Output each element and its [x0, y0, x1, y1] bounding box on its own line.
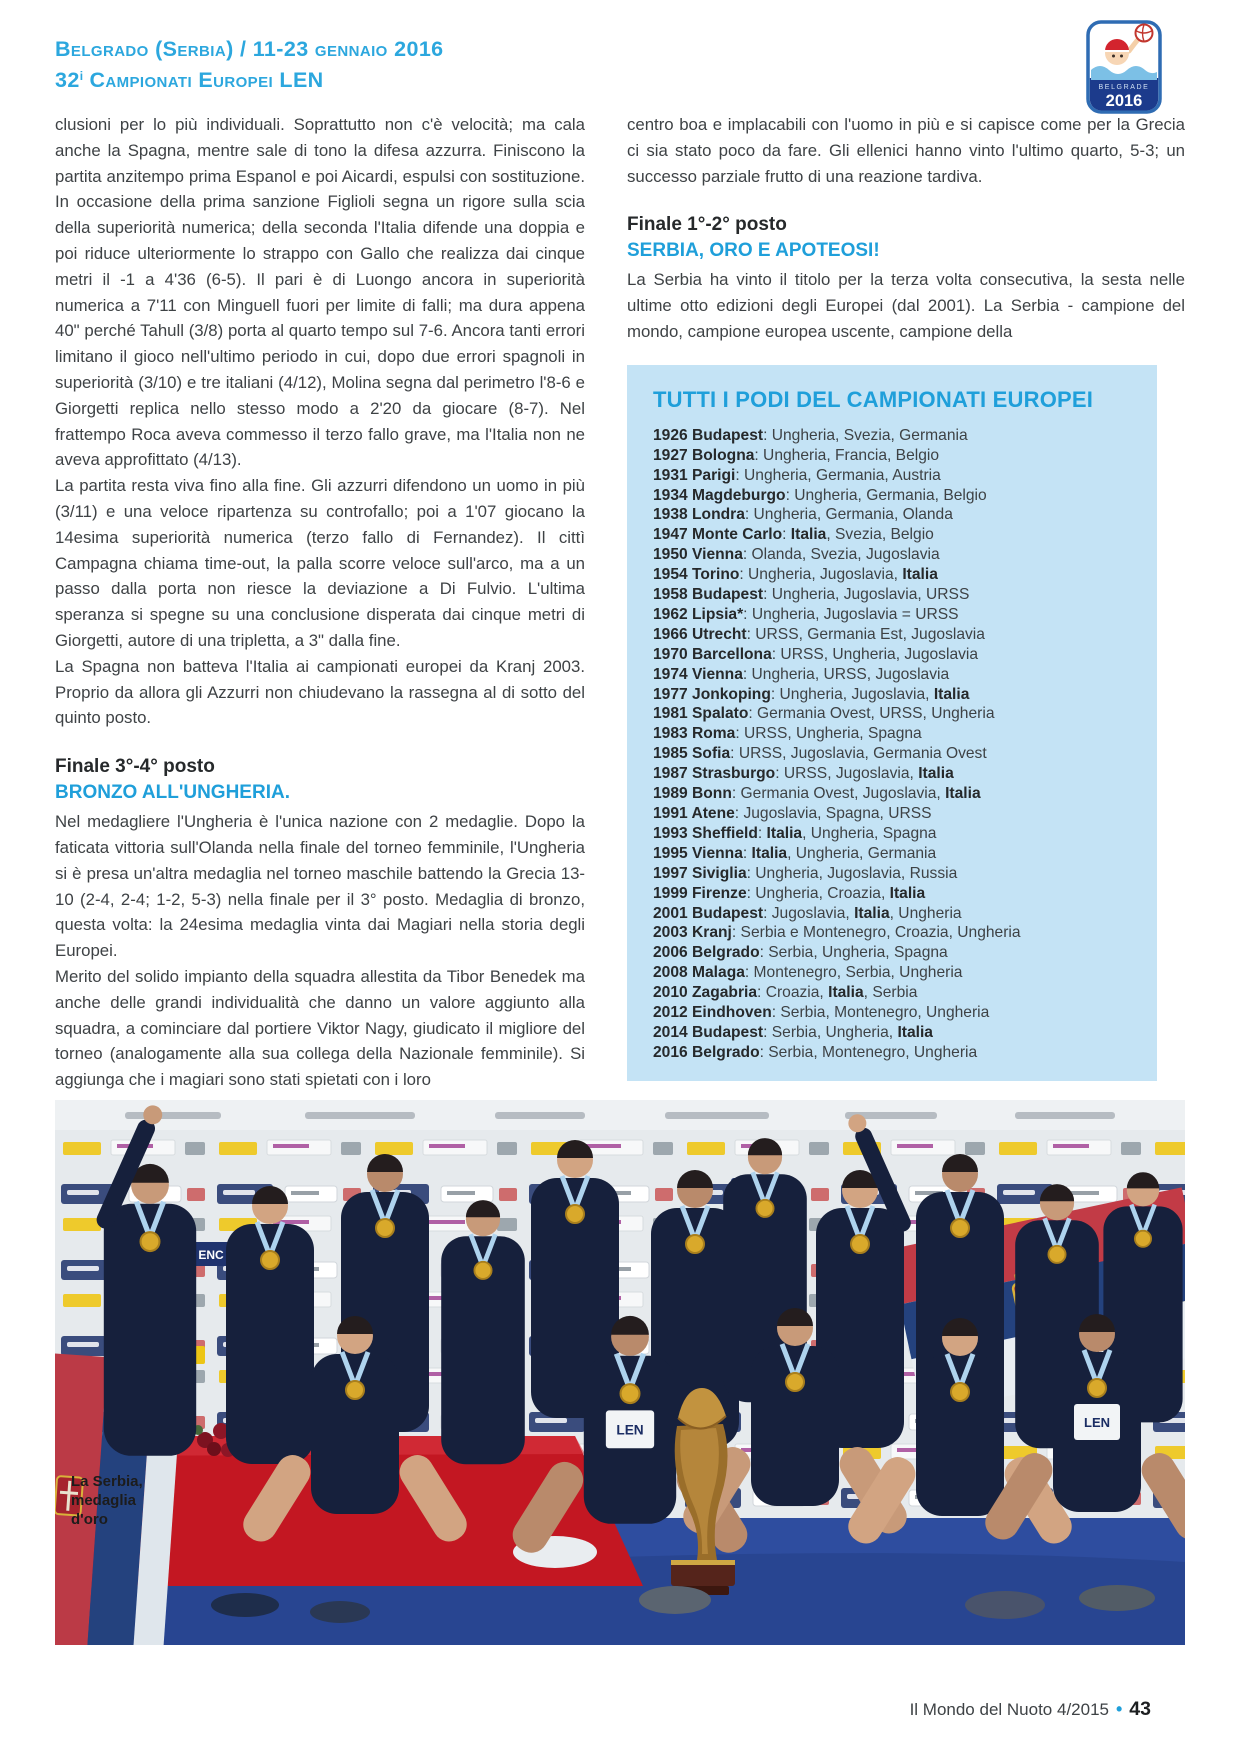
podium-entry: 2012 Eindhoven: Serbia, Montenegro, Ungheria: [653, 1004, 990, 1022]
podium-entry: 1989 Bonn: Germania Ovest, Jugoslavia, Italia: [653, 785, 981, 803]
page-footer: [910, 1698, 1151, 1721]
article-columns: [55, 112, 1185, 1093]
header-line1: Belgrado (Serbia) / 11-23 gennaio 2016: [55, 37, 444, 61]
team-photo: [55, 1100, 1185, 1645]
sponsor-enc-label: ENC: [198, 1248, 224, 1262]
podium-entry: 1997 Siviglia: Ungheria, Jugoslavia, Russia: [653, 864, 958, 882]
podium-entry: 2008 Malaga: Montenegro, Serbia, Ungheria: [653, 964, 963, 982]
podium-entry: 1962 Lipsia*: Ungheria, Jugoslavia = URSS: [653, 605, 959, 623]
podium-entry: 1983 Roma: URSS, Ungheria, Spagna: [653, 725, 922, 743]
right-column: [627, 112, 1185, 1093]
podium-entry: 1987 Strasburgo: URSS, Jugoslavia, Italia: [653, 765, 954, 783]
podium-entry: 1999 Firenze: Ungheria, Croazia, Italia: [653, 884, 926, 902]
podium-entry: 1954 Torino: Ungheria, Jugoslavia, Italia: [653, 566, 938, 584]
paragraph: La partita resta viva fino alla fine. Gli azzurri difendono un uomo in più (3/11) e una veloce ripartenza su controfallo; poi a 1'07 giocano la 14esima superiorità numerica (terzo fallo di Fernandez). Il cittì Campagna chiama time-out, la palla scorre veloce sull'arco, ma a un passo dalla porta non riesce la deviazione a Di Fulvio. L'ultima speranza si spegne su una conclusione disperata dai cinque metri di Giorgetti, autore di una tripletta, a 3" dalla fine.: [55, 476, 585, 650]
podium-entry: 2003 Kranj: Serbia e Montenegro, Croazia, Ungheria: [653, 924, 1021, 942]
podium-entry: 1938 Londra: Ungheria, Germania, Olanda: [653, 506, 953, 524]
page-header: [55, 36, 444, 94]
podium-entry: 2001 Budapest: Jugoslavia, Italia, Ungheria: [653, 904, 962, 922]
podium-entry: 2010 Zagabria: Croazia, Italia, Serbia: [653, 984, 918, 1002]
final-3-4-section: [55, 753, 585, 1093]
left-paragraphs-top: [55, 112, 585, 731]
podium-entry: 1991 Atene: Jugoslavia, Spagna, URSS: [653, 805, 932, 822]
left-paragraphs-bottom: [55, 809, 585, 1093]
paragraph: La Serbia ha vinto il titolo per la terza volta consecutiva, la sesta nelle ultime otto edizioni degli Europei (dal 2001). La Serbia - campione del mondo, campione europea uscente, campione della: [627, 270, 1185, 341]
header-edition-ordinal: i: [79, 69, 84, 83]
logo-city-label: BELGRADE: [1098, 84, 1150, 91]
team-photo-illustration: [55, 1100, 1185, 1645]
podium-entry: 1934 Magdeburgo: Ungheria, Germania, Belgio: [653, 486, 987, 504]
final-1-2-subheading: SERBIA, ORO E APOTEOSI!: [627, 240, 880, 262]
podium-entry: 1995 Vienna: Italia, Ungheria, Germania: [653, 844, 937, 862]
paragraph: centro boa e implacabili con l'uomo in più e si capisce come per la Grecia ci sia stato poco da fare. Gli ellenici hanno vinto l'ultimo quarto, 5-3; un successo parziale frutto di una reazione tardiva.: [627, 115, 1185, 186]
footer-dot-icon: •: [1115, 1699, 1123, 1719]
podium-entry: 2014 Budapest: Serbia, Ungheria, Italia: [653, 1023, 933, 1041]
final-3-4-subheading: BRONZO ALL'UNGHERIA.: [55, 782, 290, 804]
final-1-2-heading: Finale 1°-2° posto: [627, 214, 787, 236]
player-back: [226, 1186, 314, 1464]
podium-entry: 1974 Vienna: Ungheria, URSS, Jugoslavia: [653, 665, 950, 683]
paragraph: La Spagna non batteva l'Italia ai campionati europei da Kranj 2003. Proprio da allora gli Azzurri non chiudevano la rassegna al di sotto del quinto posto.: [55, 656, 585, 728]
podium-entry: 1947 Monte Carlo: Italia, Svezia, Belgio: [653, 526, 934, 544]
photo-caption: La Serbia, medaglia d'oro: [71, 1473, 143, 1528]
podium-entry: 1985 Sofia: URSS, Jugoslavia, Germania Ovest: [653, 745, 987, 763]
header-edition-text: Campionati Europei LEN: [89, 68, 324, 92]
header-line2: [55, 63, 444, 94]
page-number: 43: [1129, 1698, 1151, 1720]
svg-text:LEN: LEN: [616, 1422, 644, 1438]
logo-year-label: 2016: [1105, 92, 1143, 110]
left-column: [55, 112, 585, 1093]
podium-history-box: [627, 365, 1157, 1081]
podium-entry: 1977 Jonkoping: Ungheria, Jugoslavia, Italia: [653, 685, 970, 703]
belgrade-2016-logo-art: [1086, 20, 1162, 114]
header-edition-number: 32: [55, 68, 80, 92]
podium-entry: 2006 Belgrado: Serbia, Ungheria, Spagna: [653, 944, 948, 962]
player-back: [441, 1200, 525, 1464]
podium-entry: 1958 Budapest: Ungheria, Jugoslavia, URSS: [653, 586, 970, 604]
final-3-4-heading: Finale 3°-4° posto: [55, 756, 215, 778]
belgrade-2016-logo: [1086, 20, 1162, 114]
podium-entry: 2016 Belgrado: Serbia, Montenegro, Ungheria: [653, 1043, 978, 1061]
podium-entry: 1926 Budapest: Ungheria, Svezia, Germania: [653, 426, 968, 444]
podium-entry: 1993 Sheffield: Italia, Ungheria, Spagna: [653, 824, 937, 842]
podium-entry: 1966 Utrecht: URSS, Germania Est, Jugoslavia: [653, 625, 985, 643]
paragraph: Merito del solido impianto della squadra allestita da Tibor Benedek ma anche delle grandi individualità che danno un valore aggiunto alla squadra, a cominciare dal portiere Viktor Nagy, giudicato il migliore del torneo (analogamente alla sua collega della Nazionale femminile). Si aggiunga che i magiari sono stati spietati con i loro: [55, 966, 585, 1090]
paragraph: Nel medagliere l'Ungheria è l'unica nazione con 2 medaglie. Dopo la faticata vittoria sull'Olanda nella finale del torneo femminile, l'Ungheria si è presa un'altra medaglia nel torneo maschile battendo la Grecia 13-10 (2-4, 2-4; 1-2, 5-3) nella finale per il 3° posto. Medaglia di bronzo, questa volta: la 24esima medaglia vinta dai Magiari nella storia degli Europei.: [55, 812, 585, 961]
final-1-2-section: [627, 211, 1185, 344]
podium-entry: 1931 Parigi: Ungheria, Germania, Austria: [653, 466, 941, 484]
podium-box-title: TUTTI I PODI DEL CAMPIONATI EUROPEI: [653, 386, 1094, 412]
svg-text:LEN: LEN: [1084, 1415, 1110, 1430]
podium-list: [653, 426, 1131, 1063]
podium-entry: 1927 Bologna: Ungheria, Francia, Belgio: [653, 446, 940, 464]
podium-entry: 1970 Barcellona: URSS, Ungheria, Jugoslavia: [653, 645, 979, 663]
magazine-title: Il Mondo del Nuoto 4/2015: [909, 1700, 1109, 1719]
paragraph: clusioni per lo più individuali. Soprattutto non c'è velocità; ma cala anche la Spagna, mentre sale di tono la difesa azzurra. Finiscono la partita anzitempo prima Espanol e poi Aicardi, espulsi con sostituzione. In occasione della prima sanzione Figlioli segna un rigore sulla scia della superiorità numerica; della seconda l'Italia difende una doppia e poi riduce ulteriormente lo strappo con Gallo che realizza dai cinque metri il -1 a 4'36 (6-5). Il pari è di Luongo ancora in superiorità numerica a 7'11 con Minguell fuori per limite di falli; ma dura appena 40" perché Tahull (3/8) porta al quarto tempo sul 7-6. Ancora tanti errori limitano il gioco nell'ultimo periodo in cui, dopo due errori spagnoli in superiorità (3/10) e tre italiani (4/12), Molina segna dal perimetro l'8-6 e Giorgetti replica nello stesso modo a 2'20 da giocare (8-7). Nel frattempo Roca aveva commesso il terzo fallo grave, ma l'Italia non ne aveva approfittato (4/13).: [55, 115, 585, 470]
podium-entry: 1950 Vienna: Olanda, Svezia, Jugoslavia: [653, 546, 940, 564]
podium-entry: 1981 Spalato: Germania Ovest, URSS, Ungheria: [653, 705, 995, 723]
